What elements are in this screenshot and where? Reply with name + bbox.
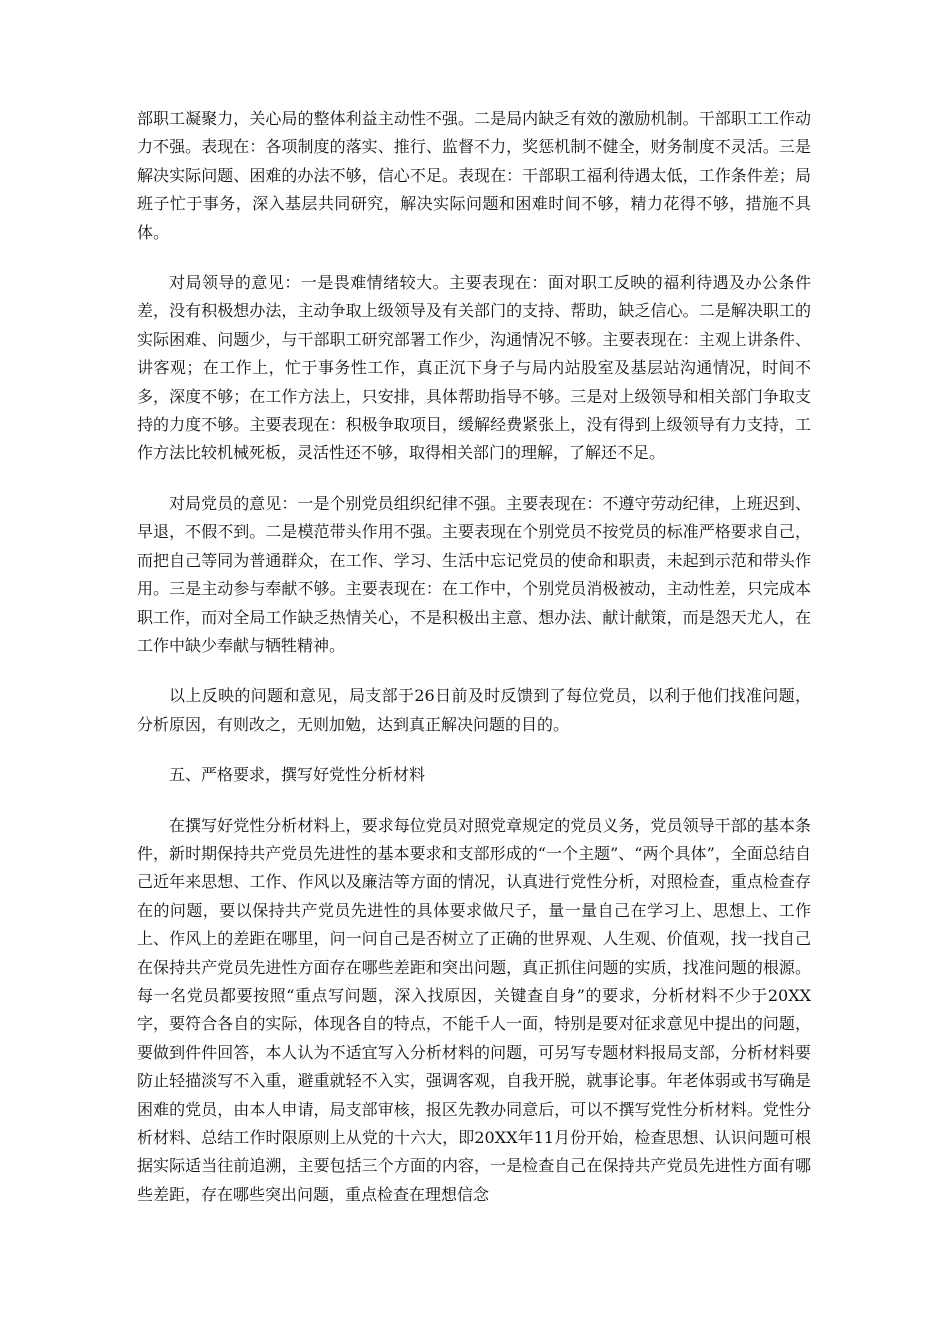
paragraph-continuation: 部职工凝聚力，关心局的整体利益主动性不强。二是局内缺乏有效的激励机制。干部职工工作动力不强。表现在：各项制度的落实、推行、监督不力，奖惩机制不健全，财务制度不灵活。三是解决实际问题、困难的办法不够，信心不足。表现在：干部职工福利待遇太低，工作条件差；局班子忙于事务，深入基层共同研究，解决实际问题和困难时间不够，精力花得不够，措施不具体。 xyxy=(137,109,811,242)
document-body xyxy=(137,105,811,1231)
section-heading-five: 五、严格要求，撰写好党性分析材料 xyxy=(169,765,426,785)
paragraph-analysis-materials: 在撰写好党性分析材料上，要求每位党员对照党章规定的党员义务，党员领导干部的基本条件，新时期保持共产党员先进性的基本要求和支部形成的“一个主题”、“两个具体”，全面总结自己近年来思想、工作、作风以及廉洁等方面的情况，认真进行党性分析，对照检查，重点检查存在的问题，要以保持共产党员先进性的具体要求做尺子，量一量自己在学习上、思想上、工作上、作风上的差距在哪里，问一问自己是否树立了正确的世界观、人生观、价值观，找一找自己在保持共产党员先进性方面存在哪些差距和突出问题，真正抓住问题的实质，找准问题的根源。每一名党员都要按照“重点写问题，深入找原因，关键查自身”的要求，分析材料不少于20XX字，要符合各自的实际，体现各自的特点，不能千人一面，特别是要对征求意见中提出的问题，要做到件件回答，本人认为不适宜写入分析材料的问题，可另写专题材料报局支部，分析材料要防止轻描淡写不入重，避重就轻不入实，强调客观，自我开脱，就事论事。年老体弱或书写确是困难的党员，由本人申请，局支部审核，报区先教办同意后，可以不撰写党性分析材料。党性分析材料、总结工作时限原则上从党的十六大，即20XX年11月份开始，检查思想、认识问题可根据实际适当往前追溯，主要包括三个方面的内容，一是检查自己在保持共产党员先进性方面有哪些差距，存在哪些突出问题，重点检查在理想信念 xyxy=(137,815,811,1204)
paragraph-member-opinions: 对局党员的意见：一是个别党员组织纪律不强。主要表现在：不遵守劳动纪律，上班迟到、早退，不假不到。二是模范带头作用不强。主要表现在个别党员不按党员的标准严格要求自己，而把自己等同为普通群众，在工作、学习、生活中忘记党员的使命和职责，未起到示范和带头作用。三是主动参与奉献不够。主要表现在：在工作中，个别党员消极被动，主动性差，只完成本职工作，而对全局工作缺乏热情关心，不是积极出主意、想办法、献计献策，而是怨天尤人，在工作中缺少奉献与牺牲精神。 xyxy=(137,493,811,655)
paragraph-leadership-opinions: 对局领导的意见：一是畏难情绪较大。主要表现在：面对职工反映的福利待遇及办公条件差，没有积极想办法，主动争取上级领导及有关部门的支持、帮助，缺乏信心。二是解决职工的实际困难、问题少，与干部职工研究部署工作少，沟通情况不够。主要表现在：主观上讲条件、讲客观；在工作上，忙于事务性工作，真正沉下身子与局内站股室及基层站沟通情况，时间不多，深度不够；在工作方法上，只安排，具体帮助指导不够。三是对上级领导和相关部门争取支持的力度不够。主要表现在：积极争取项目，缓解经费紧张上，没有得到上级领导有力支持，工作方法比较机械死板，灵活性还不够，取得相关部门的理解，了解还不足。 xyxy=(137,273,811,463)
paragraph-feedback-summary: 以上反映的问题和意见，局支部于26日前及时反馈到了每位党员，以利于他们找准问题，分析原因，有则改之，无则加勉，达到真正解决问题的目的。 xyxy=(137,686,811,734)
